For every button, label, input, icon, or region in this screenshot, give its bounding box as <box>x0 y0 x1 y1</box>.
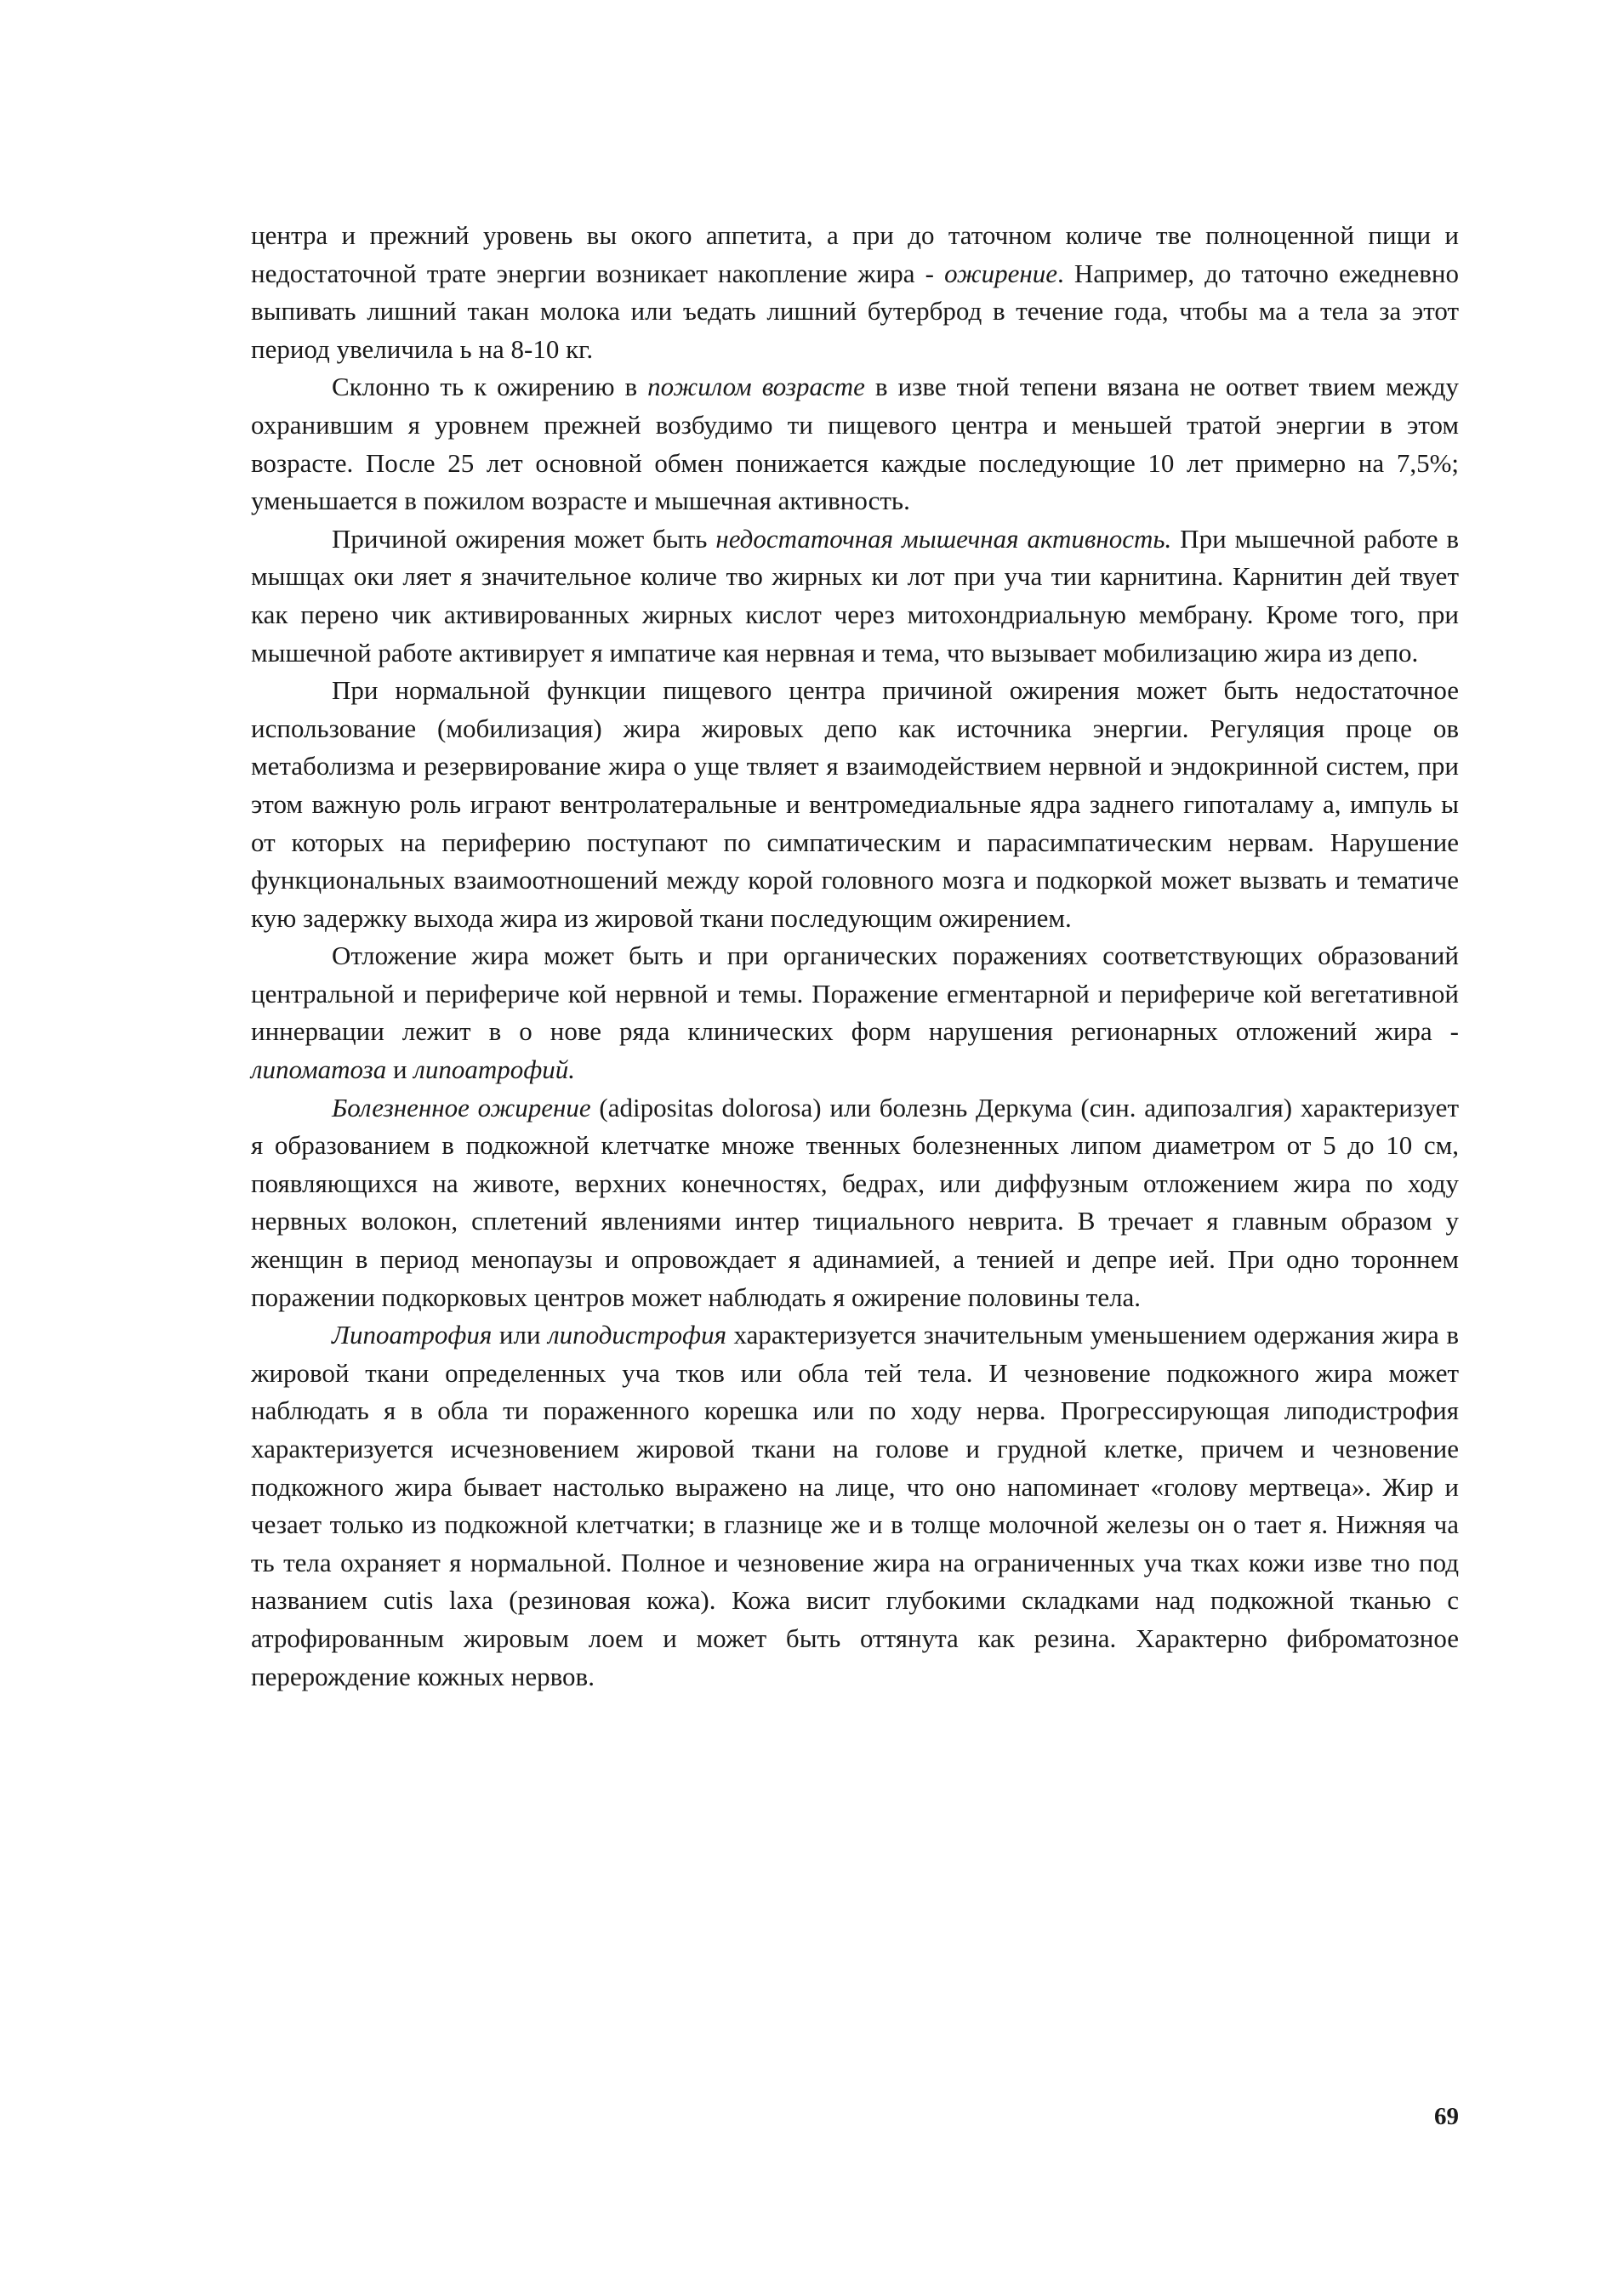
text-span: Склонно ть к ожирению в <box>332 372 648 402</box>
text-span: и <box>386 1054 414 1085</box>
text-span: Причиной ожирения может быть <box>332 523 716 554</box>
text-span: (adipositas dolorosa) или болезнь Деркума (син. адипозалгия) характеризует я образованием в подкожной клетчатке множе твенных болезненных липом диаметром от 5 до 10 см, появляющихся на животе, верхних конечностях, бедрах, или диффузным отложением жира по ходу нервных волокон, сплетений явлениями интер тициального неврита. В тречает я главным образом у женщин в период менопаузы и опровождает я адинамией, а тенией и депре ией. При одно тороннем поражении подкорковых центров может наблюдать я ожирение половины тела. <box>251 1092 1459 1312</box>
paragraph <box>251 1316 1459 1696</box>
page-number: 69 <box>1434 2103 1459 2130</box>
page-body <box>251 217 1459 1696</box>
text-span: При мышечной работе в мышцах оки ляет я значительное количе тво жирных ки лот при уча тии карнитина. Карнитин дей твует как перено чик активированных жирных кислот через митохондриальную мембрану. Кроме того, при мышечной работе активирует я импатиче кая нервная и тема, что вызывает мобилизацию жира из депо. <box>251 523 1459 668</box>
italic-term: липоатрофий. <box>413 1054 575 1085</box>
italic-term: Липоатрофия <box>332 1320 493 1350</box>
paragraph <box>251 672 1459 937</box>
text-span: характеризуется значительным уменьшением одержания жира в жировой ткани определенных уча тков или обла тей тела. И чезновение подкожного жира может наблюдать я в обла ти пораженного корешка или по ходу нерва. Прогрессирующая липодистрофия характеризуется исчезновением жировой ткани на голове и грудной клетке, причем и чезновение подкожного жира бывает настолько выражено на лице, что оно напоминает «голову мертвеца». Жир и чезает только из подкожной клетчатки; в глазнице же и в толще молочной железы он о тает я. Нижняя ча ть тела охраняет я нормальной. Полное и чезновение жира на ограниченных уча тках кожи изве тно под названием cutis laxa (резиновая кожа). Кожа висит глубокими складками над подкожной тканью с атрофированным жировым лоем и может быть оттянута как резина. Характерно фиброматозное перерождение кожных нервов. <box>251 1320 1460 1691</box>
italic-term: пожилом возрасте <box>647 372 865 402</box>
paragraph <box>251 937 1459 1088</box>
text-span: . Например, до таточно ежедневно выпивать лишний такан молока или ъедать лишний бутерброд в течение года, чтобы ма а тела за этот период увеличила ь на 8-10 кг. <box>251 258 1459 364</box>
paragraph <box>251 368 1459 520</box>
italic-term: ожирение <box>944 258 1058 288</box>
italic-term: липодистрофия <box>548 1320 726 1350</box>
italic-term: липоматоза <box>251 1054 387 1085</box>
text-span: или <box>492 1320 549 1350</box>
text-span: При нормальной функции пищевого центра причиной ожирения может быть недостаточное использование (мобилизация) жира жировых депо как источника энергии. Регуляция проце ов метаболизма и резервирование жира о уще твляет я взаимодействием нервной и эндокринной систем, при этом важную роль играют вентролатеральные и вентромедиальные ядра заднего гипоталаму а, импуль ы от которых на периферию поступают по симпатическим и парасимпатическим нервам. Нарушение функциональных взаимоотношений между корой головного мозга и подкоркой может вызвать и тематиче кую задержку выхода жира из жировой ткани последующим ожирением. <box>251 675 1459 933</box>
paragraph <box>251 217 1459 368</box>
paragraph <box>251 520 1459 672</box>
text-span: Отложение жира может быть и при органических поражениях соответствующих образований центральной и перифериче кой нервной и темы. Поражение егментарной и перифериче кой вегетативной иннервации лежит в о нове ряда клинических форм нарушения регионарных отложений жира - <box>251 941 1459 1047</box>
text-span: центра и прежний уровень вы окого аппетита, а при до таточном количе тве полноценной пищи и недостаточной трате энергии возникает накопление жира - <box>251 220 1459 288</box>
paragraph <box>251 1089 1459 1317</box>
italic-term: недостаточная мышечная активность. <box>715 523 1172 554</box>
italic-term: Болезненное ожирение <box>332 1092 591 1122</box>
text-span: в изве тной тепени вязана не оответ твием между охранившим я уровнем прежней возбудимо ти пищевого центра и меньшей тратой энергии в этом возрасте. После 25 лет основной обмен понижается каждые последующие 10 лет примерно на 7,5%; уменьшается в пожилом возрасте и мышечная активность. <box>251 372 1460 516</box>
